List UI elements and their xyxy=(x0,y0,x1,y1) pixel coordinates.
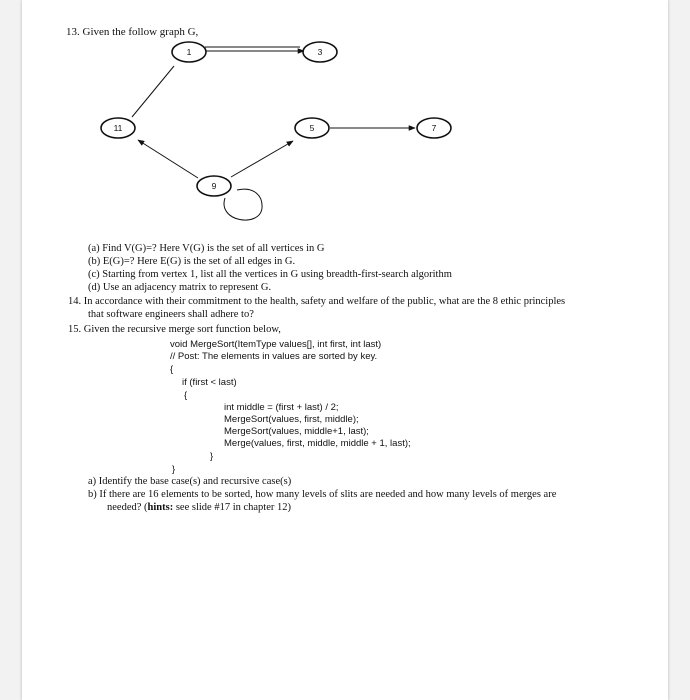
node-11 xyxy=(101,118,135,138)
question-14-line-2: that software engineers shall adhere to? xyxy=(88,309,254,320)
question-14-line-1: 14. In accordance with their commitment to the health, safety and welfare of the public, what are the 8 ethic principles xyxy=(68,296,566,307)
document-page xyxy=(22,0,668,700)
node-5-label: 5 xyxy=(309,123,315,133)
node-1-label: 1 xyxy=(186,47,192,57)
question-13-part-c: (c) Starting from vertex 1, list all the vertices in G using breadth-first-search algorithm xyxy=(88,269,452,280)
code-comment: // Post: The elements in values are sorted by key. xyxy=(170,351,378,362)
edge-1-11 xyxy=(132,66,174,117)
edge-9-11 xyxy=(138,140,198,178)
node-9-label: 9 xyxy=(211,181,217,191)
question-13-part-b: (b) E(G)=? Here E(G) is the set of all edges in G. xyxy=(88,256,296,267)
question-15-hint-label: hints: xyxy=(147,502,174,513)
node-11-label: 11 xyxy=(113,123,123,133)
code-inner-open-brace: { xyxy=(184,390,188,401)
node-7 xyxy=(417,118,451,138)
node-1 xyxy=(172,42,206,62)
node-3 xyxy=(303,42,337,62)
question-15-part-b-line-2-start: needed? ( xyxy=(107,502,148,513)
question-15-part-b-line-2 xyxy=(107,502,291,514)
question-13-title: 13. Given the follow graph G, xyxy=(66,26,199,38)
node-3-label: 3 xyxy=(317,47,323,57)
edge-9-self-loop xyxy=(224,189,262,220)
question-13-part-d: (d) Use an adjacency matrix to represent G. xyxy=(88,282,272,293)
question-15-part-b-line-1: b) If there are 16 elements to be sorted, how many levels of slits are needed and how many levels of merges are xyxy=(88,489,557,500)
code-close-brace: } xyxy=(172,464,176,475)
code-open-brace: { xyxy=(170,364,174,375)
question-13-part-a: (a) Find V(G)=? Here V(G) is the set of all vertices in G xyxy=(88,243,325,254)
question-15-title: 15. Given the recursive merge sort function below, xyxy=(68,324,281,335)
code-inner-close-brace: } xyxy=(210,451,214,462)
graph-g xyxy=(22,0,668,240)
question-15-part-b-line-2-end: see slide #17 in chapter 12) xyxy=(173,502,291,513)
node-5 xyxy=(295,118,329,138)
edge-9-5 xyxy=(231,141,293,177)
code-merge-call: Merge(values, first, middle, middle + 1, last); xyxy=(224,438,411,449)
code-mergesort-call-2: MergeSort(values, middle+1, last); xyxy=(224,426,369,437)
code-mergesort-call-1: MergeSort(values, first, middle); xyxy=(224,414,359,425)
code-if-line: if (first < last) xyxy=(182,377,237,388)
node-7-label: 7 xyxy=(431,123,437,133)
code-middle-line: int middle = (first + last) / 2; xyxy=(224,402,339,413)
question-15-part-a: a) Identify the base case(s) and recursive case(s) xyxy=(88,476,292,487)
node-9 xyxy=(197,176,231,196)
code-signature: void MergeSort(ItemType values[], int first, int last) xyxy=(170,339,382,350)
